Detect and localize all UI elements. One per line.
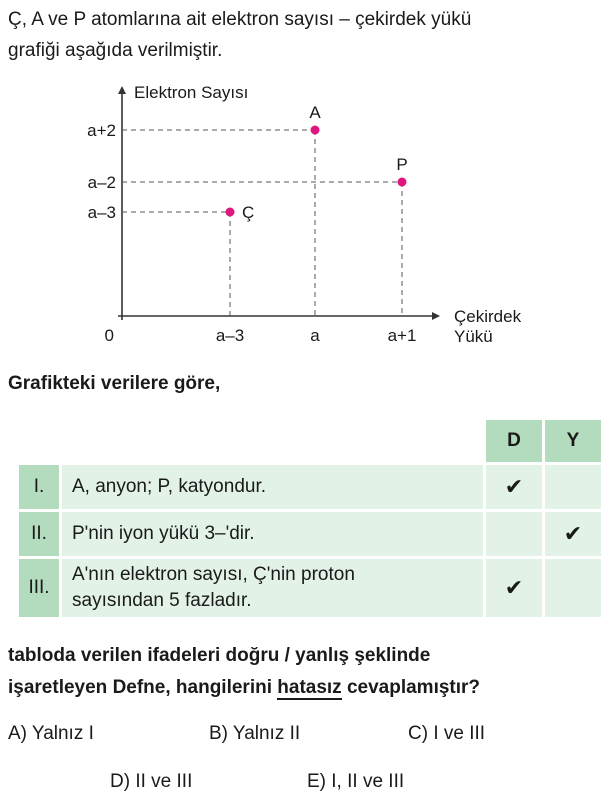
intro-line-1: Ç, A ve P atomlarına ait elektron sayısı – çekirdek yükü: [8, 9, 472, 30]
statement-cell: [62, 512, 483, 556]
option-b[interactable]: B) Yalnız II: [209, 723, 301, 744]
table-row: [19, 512, 601, 556]
row-number: II.: [19, 512, 59, 556]
row-number: I.: [19, 465, 59, 509]
d-mark-cell: [486, 512, 542, 556]
option-d[interactable]: D) II ve III: [110, 771, 193, 792]
y-axis-arrow: [118, 86, 126, 94]
statement-cell: [62, 559, 483, 617]
table-row: [19, 559, 601, 617]
option-a[interactable]: A) Yalnız I: [8, 723, 94, 744]
chart-labels: [87, 83, 521, 346]
d-mark-cell: ✔: [486, 465, 542, 509]
statement-cell: [62, 465, 483, 509]
point-label: A: [309, 103, 321, 122]
lead-text: Grafikteki verilere göre,: [8, 373, 221, 394]
y-mark-cell: [545, 465, 601, 509]
table-row: [19, 465, 601, 509]
y-mark-cell: ✔: [545, 512, 601, 556]
point-label: P: [396, 155, 408, 174]
y-tick-label: a–3: [87, 203, 116, 222]
highlighted-word: hatasız: [277, 677, 342, 698]
y-tick-label: a+2: [87, 121, 116, 140]
y-tick-label: a–2: [87, 173, 116, 192]
x-axis-arrow: [432, 312, 440, 320]
d-mark-cell: ✔: [486, 559, 542, 617]
statement-line: A'nın elektron sayısı, Ç'nin proton: [72, 564, 355, 585]
y-mark-cell: [545, 559, 601, 617]
question-line-2-end: cevaplamıştır?: [341, 677, 481, 698]
electron-count-chart: [0, 76, 612, 356]
intro-text: [8, 4, 604, 66]
chart-axes: [118, 86, 440, 320]
x-tick-label: a–3: [215, 326, 245, 345]
x-axis-label: Çekirdek: [454, 307, 522, 326]
x-axis-label-line-2: Yükü: [454, 327, 493, 346]
option-e[interactable]: E) I, II ve III: [307, 771, 405, 792]
x-tick-label: a: [310, 326, 320, 345]
question-line-2-start: işaretleyen Defne, hangilerini: [8, 677, 278, 698]
column-header-yanlis: Y: [545, 420, 601, 462]
origin-label: 0: [104, 326, 114, 345]
data-point: [226, 208, 235, 217]
x-tick-label: a+1: [387, 326, 417, 345]
chart-guides: [122, 130, 402, 316]
column-header-dogru: D: [486, 420, 542, 462]
question-text: [8, 640, 604, 704]
true-false-table: [16, 417, 604, 620]
statement-line: A, anyon; P, katyondur.: [72, 476, 267, 497]
question-line-1: tabloda verilen ifadeleri doğru / yanlış şeklinde: [8, 645, 431, 666]
data-point: [311, 126, 320, 135]
intro-line-2: grafiği aşağıda verilmiştir.: [8, 40, 223, 61]
point-label: Ç: [242, 203, 255, 222]
y-axis-label: Elektron Sayısı: [134, 83, 249, 102]
table-header-blank: [19, 420, 483, 462]
row-number: III.: [19, 559, 59, 617]
statement-line: sayısından 5 fazladır.: [72, 590, 252, 611]
statement-line: P'nin iyon yükü 3–'dir.: [72, 523, 255, 544]
option-c[interactable]: C) I ve III: [408, 723, 486, 744]
data-point: [398, 178, 407, 187]
